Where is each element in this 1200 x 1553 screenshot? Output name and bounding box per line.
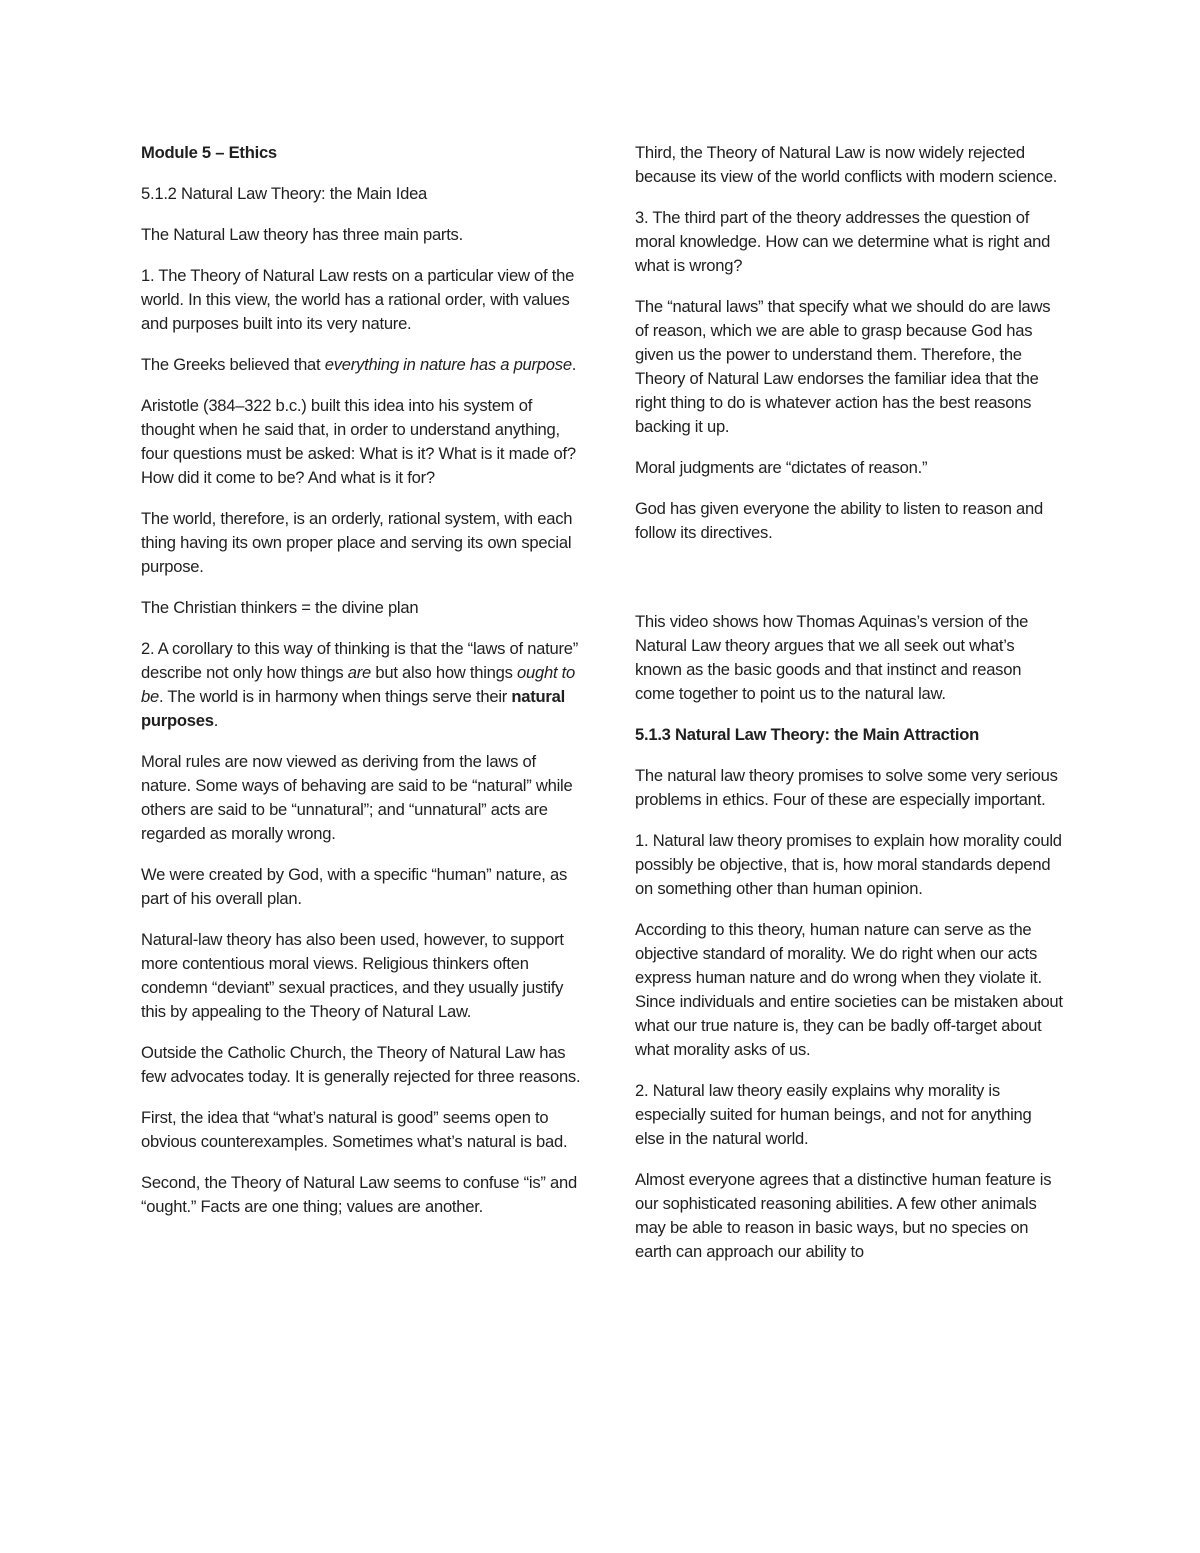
greeks-emphasis: everything in nature has a purpose bbox=[324, 355, 572, 374]
paragraph-god-given: God has given everyone the ability to listen to reason and follow its directives. bbox=[635, 499, 1043, 542]
paragraph-attraction-1: 1. Natural law theory promises to explain how morality could possibly be objective, that is, how moral standards depend on something other than human opinion. bbox=[635, 831, 1062, 898]
paragraph-according: According to this theory, human nature can serve as the objective standard of morality. We do right when our acts express human nature and do wrong when they violate it. Since individuals and entire societies can be mistaken about what our true nature is, they can be badly off-target about what morality asks of us. bbox=[635, 920, 1063, 1059]
section-title-512: 5.1.2 Natural Law Theory: the Main Idea bbox=[141, 184, 428, 203]
module-title: Module 5 – Ethics bbox=[141, 143, 277, 162]
video-placeholder-gap bbox=[635, 562, 1063, 610]
left-column bbox=[141, 141, 581, 1236]
right-column bbox=[635, 141, 1063, 1281]
paragraph-intro: The Natural Law theory has three main parts. bbox=[141, 225, 463, 244]
paragraph-christian: The Christian thinkers = the divine plan bbox=[141, 598, 419, 617]
paragraph-outside-church: Outside the Catholic Church, the Theory of Natural Law has few advocates today. It is generally rejected for three reasons. bbox=[141, 1043, 581, 1086]
part2-text-b: but also how things bbox=[371, 663, 518, 682]
part2-emphasis-ought: ought to be bbox=[141, 663, 576, 706]
paragraph-world-order: The world, therefore, is an orderly, rational system, with each thing having its own proper place and serving its own special purpose. bbox=[141, 509, 573, 576]
part2-text-c: . The world is in harmony when things serve their bbox=[158, 687, 512, 706]
greeks-text-a: The Greeks believed that bbox=[141, 355, 325, 374]
paragraph-promises: The natural law theory promises to solve some very serious problems in ethics. Four of these are especially important. bbox=[635, 766, 1058, 809]
paragraph-part-1: 1. The Theory of Natural Law rests on a particular view of the world. In this view, the world has a rational order, with values and purposes built into its very nature. bbox=[141, 266, 575, 333]
paragraph-video: This video shows how Thomas Aquinas’s version of the Natural Law theory argues that we all seek out what’s known as the basic goods and that instinct and reason come together to point us to the natural law. bbox=[635, 612, 1029, 703]
paragraph-moral-rules: Moral rules are now viewed as deriving from the laws of nature. Some ways of behaving are said to be “natural” while others are said to be “unnatural”; and “unnatural” acts are regarded as morally wrong. bbox=[141, 752, 573, 843]
section-heading-513: 5.1.3 Natural Law Theory: the Main Attraction bbox=[635, 725, 980, 744]
paragraph-first-reason: First, the idea that “what’s natural is good” seems open to obvious counterexamples. Sometimes what’s natural is bad. bbox=[141, 1108, 568, 1151]
paragraph-contentious: Natural-law theory has also been used, however, to support more contentious moral views. Religious thinkers often condemn “deviant” sexual practices, and they usually justify this by appealing to the Theory of Natural Law. bbox=[141, 930, 564, 1021]
part2-strong-natural-purposes: natural purposes bbox=[141, 687, 565, 730]
part2-text-d: . bbox=[213, 711, 219, 730]
paragraph-greeks bbox=[141, 353, 581, 377]
paragraph-almost-everyone: Almost everyone agrees that a distinctive human feature is our sophisticated reasoning abilities. A few other animals may be able to reason in basic ways, but no species on earth can approach our ability to bbox=[635, 1170, 1052, 1261]
paragraph-created-by-god: We were created by God, with a specific “human” nature, as part of his overall plan. bbox=[141, 865, 568, 908]
part2-emphasis-are: are bbox=[347, 663, 371, 682]
paragraph-aristotle: Aristotle (384–322 b.c.) built this idea into his system of thought when he said that, in order to understand anything, four questions must be asked: What is it? What is it made of? How did it come to be? And what is it for? bbox=[141, 396, 576, 487]
paragraph-part-3: 3. The third part of the theory addresses the question of moral knowledge. How can we determine what is right and what is wrong? bbox=[635, 208, 1051, 275]
paragraph-part-2 bbox=[141, 637, 581, 733]
paragraph-attraction-2: 2. Natural law theory easily explains why morality is especially suited for human beings, and not for anything else in the natural world. bbox=[635, 1081, 1032, 1148]
paragraph-third-reason: Third, the Theory of Natural Law is now widely rejected because its view of the world conflicts with modern science. bbox=[635, 143, 1058, 186]
paragraph-dictates: Moral judgments are “dictates of reason.” bbox=[635, 458, 928, 477]
paragraph-natural-laws: The “natural laws” that specify what we should do are laws of reason, which we are able to grasp because God has given us the power to understand them. Therefore, the Theory of Natural Law endorses the familiar idea that the right thing to do is whatever action has the best reasons backing it up. bbox=[635, 297, 1051, 436]
part2-text-a: 2. A corollary to this way of thinking is that the “laws of nature” describe not only how things bbox=[141, 639, 579, 682]
greeks-text-b: . bbox=[571, 355, 577, 374]
paragraph-second-reason: Second, the Theory of Natural Law seems to confuse “is” and “ought.” Facts are one thing; values are another. bbox=[141, 1173, 577, 1216]
